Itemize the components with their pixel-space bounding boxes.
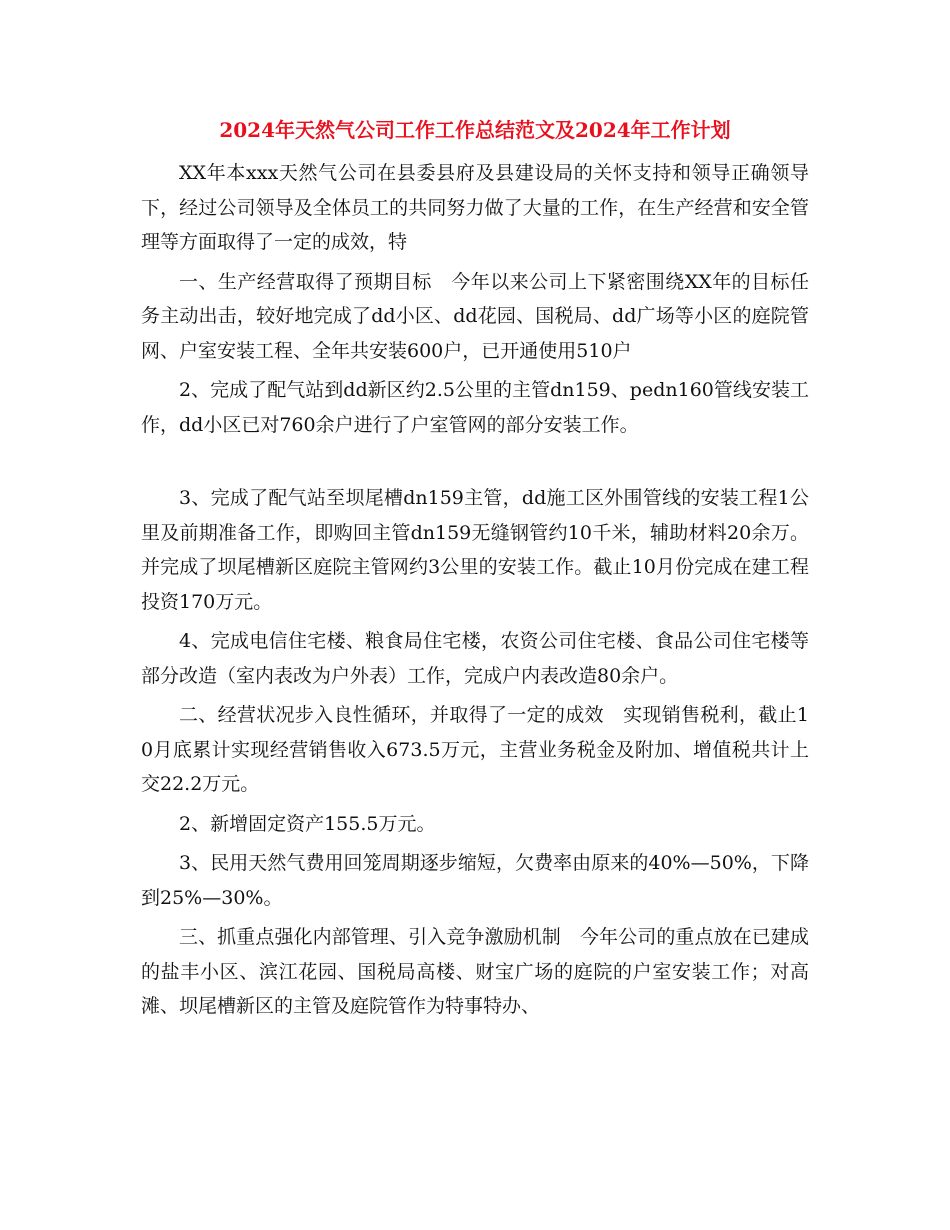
- paragraph-section-3: 三、抓重点强化内部管理、引入竞争激励机制 今年公司的重点放在已建成的盐丰小区、滨江花园、国税局高楼、财宝广场的庭院的户室安装工作；对高滩、坝尾槽新区的主管及庭院管作为特事特办、: [141, 926, 809, 1017]
- paragraph-item-1-3: 3、完成了配气站至坝尾槽dn159主管，dd施工区外围管线的安装工程1公里及前期准备工作，即购回主管dn159无缝钢管约10千米，辅助材料20余万。并完成了坝尾槽新区庭院主管网约3公里的安装工作。截止10月份完成在建工程投资170万元。: [141, 487, 809, 613]
- paragraph-intro: XX年本xxx天然气公司在县委县府及县建设局的关怀支持和领导正确领导下，经过公司领导及全体员工的共同努力做了大量的工作，在生产经营和安全管理等方面取得了一定的成效，特: [141, 162, 809, 253]
- document-body: [141, 156, 809, 1024]
- paragraph-item-1-4: 4、完成电信住宅楼、粮食局住宅楼，农资公司住宅楼、食品公司住宅楼等部分改造（室内表改为户外表）工作，完成户内表改造80余户。: [141, 630, 809, 687]
- paragraph-item-1-2: 2、完成了配气站到dd新区约2.5公里的主管dn159、pedn160管线安装工作，dd小区已对760余户进行了户室管网的部分安装工作。: [141, 379, 809, 436]
- paragraph-section-1: 一、生产经营取得了预期目标 今年以来公司上下紧密围绕XX年的目标任务主动出击，较好地完成了dd小区、dd花园、国税局、dd广场等小区的庭院管网、户室安装工程、全年共安装600户，已开通使用510户: [141, 270, 809, 362]
- document-title: 2024年天然气公司工作工作总结范文及2024年工作计划: [219, 118, 731, 142]
- paragraph-item-2-2: 2、新增固定资产155.5万元。: [179, 812, 436, 835]
- paragraph-item-2-3: 3、民用天然气费用回笼周期逐步缩短，欠费率由原来的40%—50%，下降到25%—30%。: [141, 852, 809, 909]
- paragraph-section-2: 二、经营状况步入良性循环，并取得了一定的成效 实现销售税利，截止10月底累计实现经营销售收入673.5万元，主营业务税金及附加、增值税共计上交22.2万元。: [141, 704, 809, 795]
